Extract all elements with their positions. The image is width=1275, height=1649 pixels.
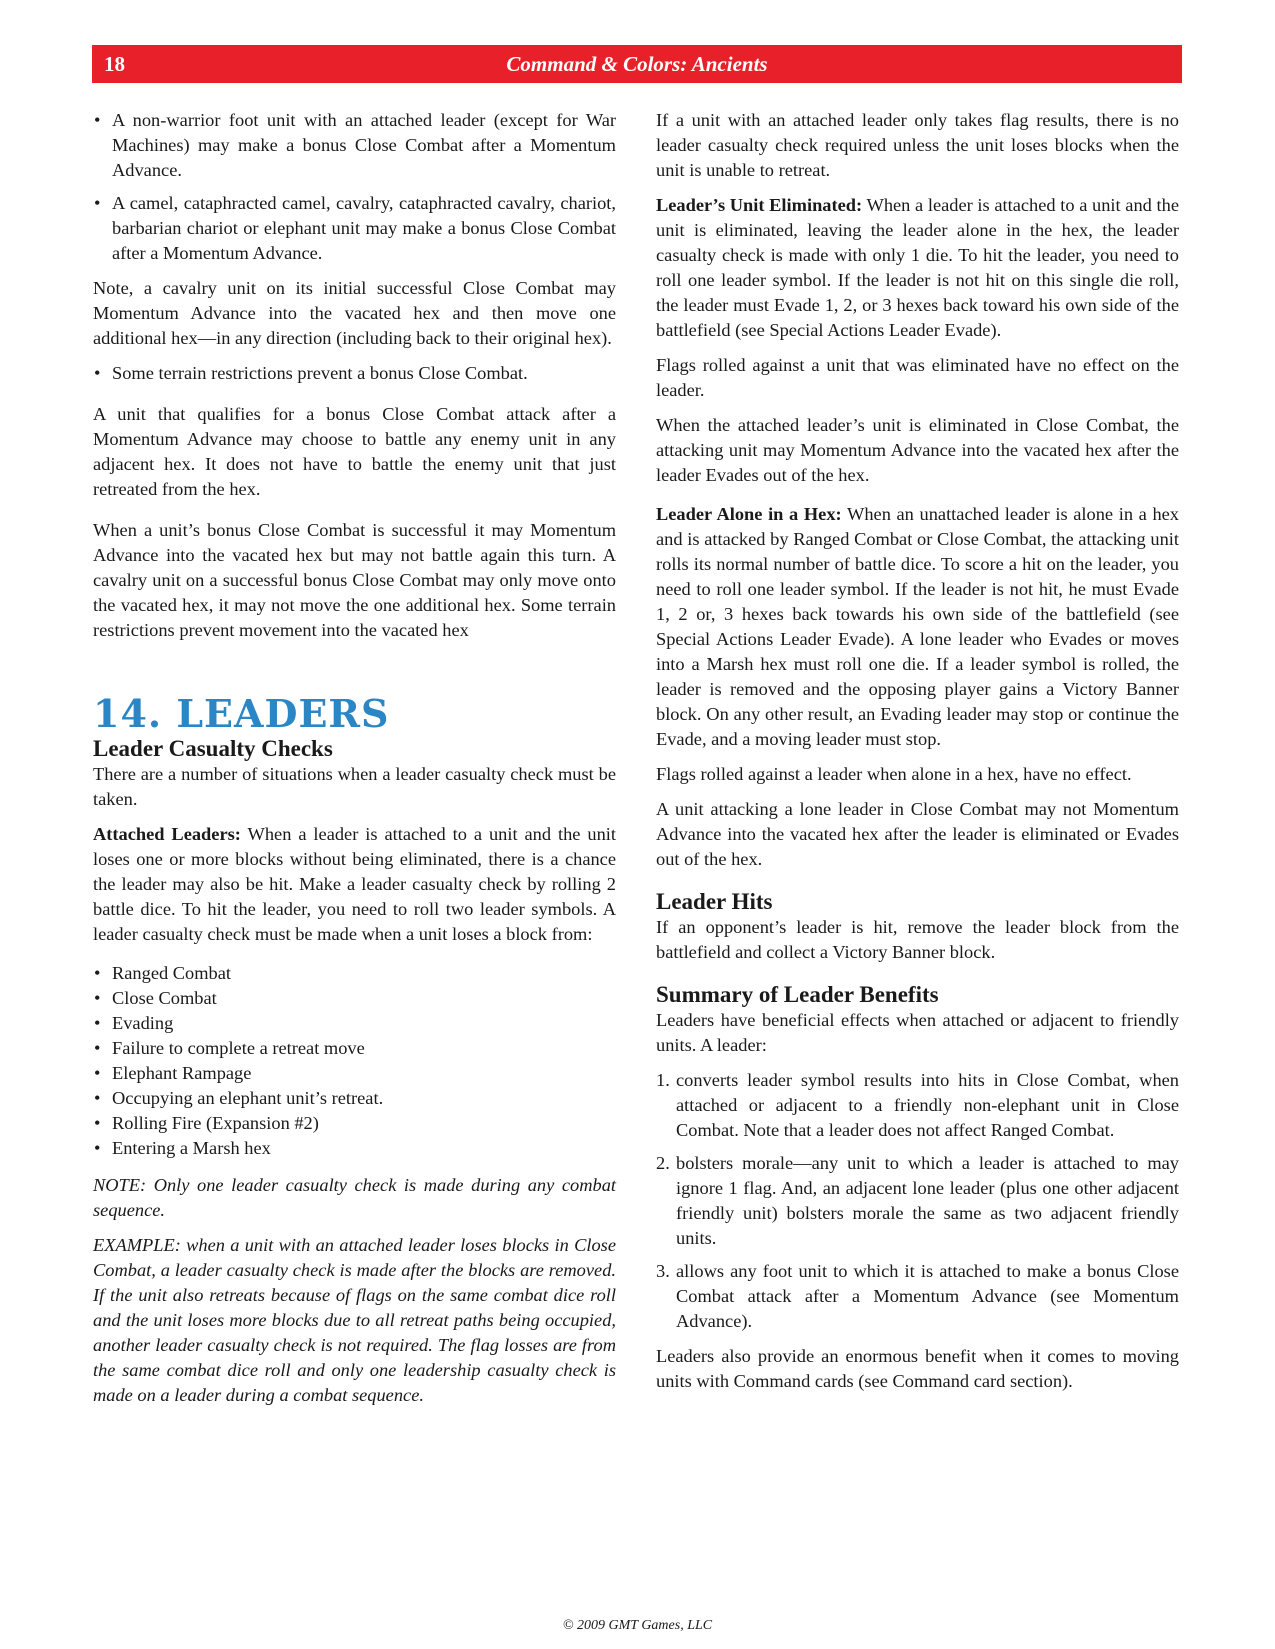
- summary-paragraph: Leaders have beneficial effects when attached or adjacent to friendly units. A leader:: [656, 1010, 1179, 1055]
- list-item: • Some terrain restrictions prevent a bonus Close Combat.: [93, 361, 616, 386]
- leader-hits-paragraph: If an opponent’s leader is hit, remove the leader block from the battlefield and collect a Victory Banner block.: [656, 917, 1179, 962]
- block-loss-list: [93, 961, 616, 1161]
- attached-leaders-paragraph: [93, 822, 616, 947]
- list-item: [656, 1259, 1179, 1334]
- list-item: • Evading: [93, 1011, 616, 1036]
- right-column: [656, 108, 1179, 1404]
- terrain-bullet: [93, 361, 616, 386]
- benefits-list: [656, 1068, 1179, 1334]
- list-item: • A camel, cataphracted camel, cavalry, cataphracted cavalry, chariot, barbarian chariot or elephant unit may make a bonus Close Combat after a Momentum Advance.: [93, 191, 616, 266]
- leader-alone-text: When an unattached leader is alone in a hex and is attacked by Ranged Combat or Close Combat, the attacking unit rolls its normal number of battle dice. To score a hit on the leader, you need to roll one leader symbol. If the leader is not hit, he must Evade 1, 2 or, 3 hexes back towards his own side of the battlefield (see Special Actions Leader Evade). A lone leader who Evades or moves into a Marsh hex must roll one die. If a leader symbol is rolled, the leader is removed and the opposing player gains a Victory Banner block. On any other result, an Evading leader may stop or continue the Evade, and a moving leader must stop.: [656, 504, 1179, 749]
- list-item: • Close Combat: [93, 986, 616, 1011]
- list-item: • Rolling Fire (Expansion #2): [93, 1111, 616, 1136]
- copyright-footer: © 2009 GMT Games, LLC: [562, 1618, 713, 1633]
- list-text: allows any foot unit to which it is attached to make a bonus Close Combat attack after a Momentum Advance (see Momentum Advance).: [676, 1261, 1179, 1331]
- lone-attack-paragraph: A unit attacking a lone leader in Close Combat may not Momentum Advance into the vacated hex after the leader is eliminated or Evades out of the hex.: [656, 799, 1179, 869]
- list-text: bolsters morale—any unit to which a leader is attached to may ignore 1 flag. And, an adjacent lone leader (plus one other adjacent friendly unit) bolsters morale the same as two adjacent friendly units.: [676, 1153, 1179, 1248]
- section-title: 14. LEADERS: [93, 691, 390, 736]
- leader-alone-label: Leader Alone in a Hex:: [656, 504, 842, 524]
- bonus-success-paragraph: When a unit’s bonus Close Combat is successful it may Momentum Advance into the vacated hex but may not battle again this turn. A cavalry unit on a successful bonus Close Combat may only move onto the vacated hex, it may not move the one additional hex. Some terrain restrictions prevent movement into the vacated hex: [93, 520, 616, 640]
- list-number: 1.: [656, 1070, 670, 1090]
- list-item: • Occupying an elephant unit’s retreat.: [93, 1086, 616, 1111]
- list-item: • Failure to complete a retreat move: [93, 1036, 616, 1061]
- list-number: 2.: [656, 1153, 670, 1173]
- list-text: converts leader symbol results into hits in Close Combat, when attached or adjacent to a friendly non-elephant unit in Close Combat. Note that a leader does not affect Ranged Combat.: [676, 1070, 1179, 1140]
- attached-leaders-text: When a leader is attached to a unit and the unit loses one or more blocks without being eliminated, there is a chance the leader may also be hit. Make a leader casualty check by rolling 2 battle dice. To hit the leader, you need to roll two leader symbols. A leader casualty check must be made when a unit loses a block from:: [93, 824, 616, 944]
- flag-only-paragraph: If a unit with an attached leader only takes flag results, there is no leader casualty check required unless the unit loses blocks when the unit is unable to retreat.: [656, 110, 1179, 180]
- attached-leaders-label: Attached Leaders:: [93, 824, 241, 844]
- list-item: [656, 1068, 1179, 1143]
- example-paragraph: EXAMPLE: when a unit with an attached leader loses blocks in Close Combat, a leader casualty check is made after the blocks are removed. If the unit also retreats because of flags on the same combat dice roll and the unit loses more blocks due to all retreat paths being occupied, another leader casualty check is not required. The flag losses are from the same combat dice roll and only one leadership casualty check is made on a leader during a combat sequence.: [93, 1235, 616, 1405]
- command-cards-paragraph: Leaders also provide an enormous benefit when it comes to moving units with Command cards (see Command card section).: [656, 1346, 1179, 1391]
- subheading-summary-benefits: Summary of Leader Benefits: [656, 982, 939, 1007]
- list-number: 3.: [656, 1261, 670, 1281]
- left-column: [93, 108, 616, 1418]
- situations-paragraph: There are a number of situations when a leader casualty check must be taken.: [93, 764, 616, 809]
- one-check-note: NOTE: Only one leader casualty check is made during any combat sequence.: [93, 1175, 616, 1220]
- list-item: [656, 1151, 1179, 1251]
- list-item: • A non-warrior foot unit with an attached leader (except for War Machines) may make a bonus Close Combat after a Momentum Advance.: [93, 108, 616, 183]
- flags-alone-paragraph: Flags rolled against a leader when alone in a hex, have no effect.: [656, 764, 1132, 784]
- unit-eliminated-label: Leader’s Unit Eliminated:: [656, 195, 863, 215]
- list-item: • Entering a Marsh hex: [93, 1136, 616, 1161]
- qualifies-paragraph: A unit that qualifies for a bonus Close Combat attack after a Momentum Advance may choose to battle any enemy unit in any adjacent hex. It does not have to battle the enemy unit that just retreated from the hex.: [93, 404, 616, 499]
- subheading-casualty-checks: Leader Casualty Checks: [93, 736, 333, 761]
- subheading-leader-hits: Leader Hits: [656, 889, 773, 914]
- running-title: Command & Colors: Ancients: [506, 52, 768, 76]
- cavalry-note: Note, a cavalry unit on its initial successful Close Combat may Momentum Advance into the vacated hex and then move one additional hex—in any direction (including back to their original hex).: [93, 278, 616, 348]
- list-item: • Elephant Rampage: [93, 1061, 616, 1086]
- unit-eliminated-text: When a leader is attached to a unit and the unit is eliminated, leaving the leader alone in the hex, the leader casualty check is made with only 1 die. To hit the leader, you need to roll one leader symbol. If the leader is not hit on this single die roll, the leader must Evade 1, 2, or 3 hexes back toward his own side of the battlefield (see Special Actions Leader Evade).: [656, 195, 1179, 340]
- unit-eliminated-paragraph: [656, 193, 1179, 343]
- momentum-bullets: [93, 108, 616, 266]
- page-number: 18: [104, 52, 125, 76]
- page-header-bar: [92, 45, 1182, 83]
- attacking-advance-paragraph: When the attached leader’s unit is eliminated in Close Combat, the attacking unit may Momentum Advance into the vacated hex after the leader Evades out of the hex.: [656, 415, 1179, 485]
- flags-eliminated-paragraph: Flags rolled against a unit that was eliminated have no effect on the leader.: [656, 355, 1179, 400]
- leader-alone-paragraph: [656, 502, 1179, 752]
- list-item: • Ranged Combat: [93, 961, 616, 986]
